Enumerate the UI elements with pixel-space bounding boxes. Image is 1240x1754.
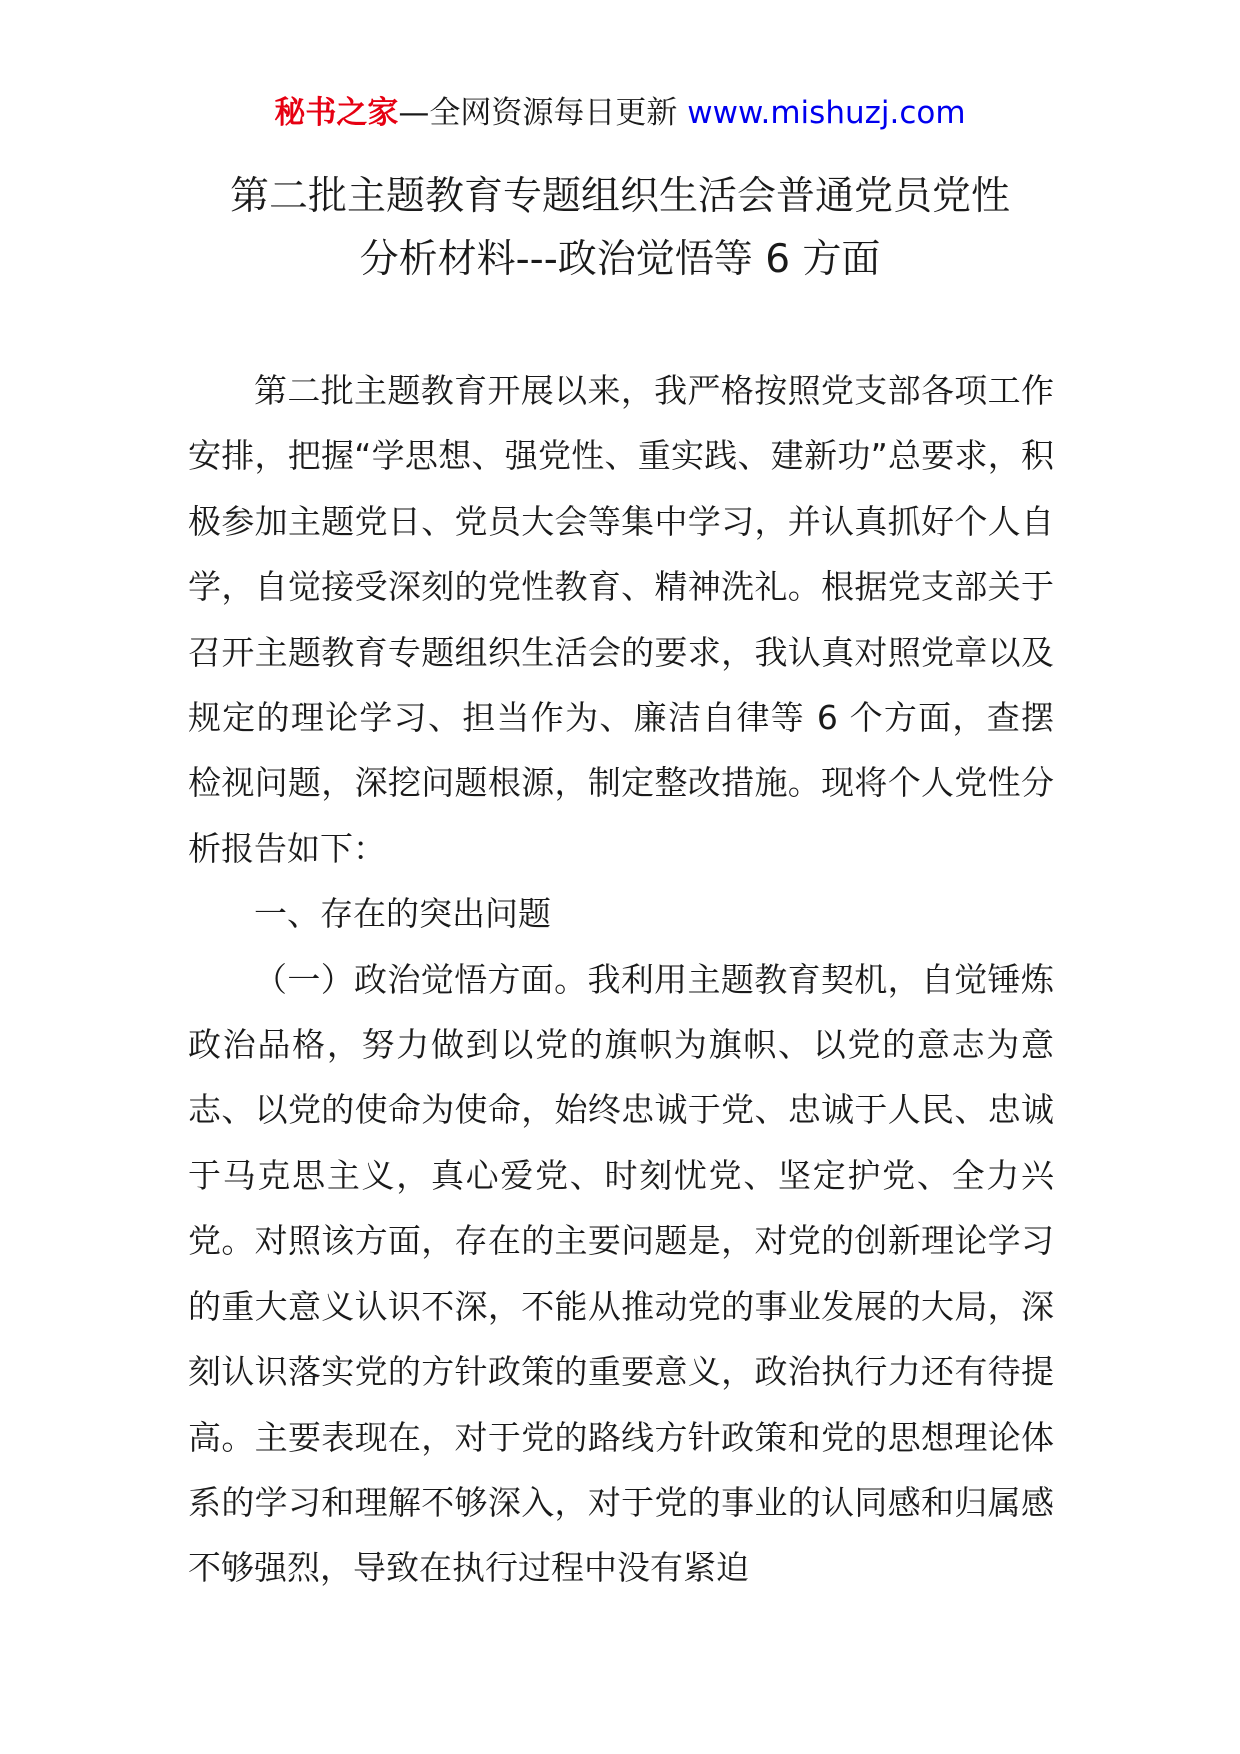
- header-tagline: —全网资源每日更新: [398, 95, 688, 131]
- document-body: [188, 358, 1054, 1601]
- site-url-link[interactable]: www.mishuzj.com: [687, 95, 966, 131]
- site-header: [0, 93, 1240, 133]
- brand-name: 秘书之家: [274, 95, 399, 131]
- intro-paragraph: 第二批主题教育开展以来，我严格按照党支部各项工作安排，把握“学思想、强党性、重实践、建新功”总要求，积极参加主题党日、党员大会等集中学习，并认真抓好个人自学，自觉接受深刻的党性教育、精神洗礼。根据党支部关于召开主题教育专题组织生活会的要求，我认真对照党章以及规定的理论学习、担当作为、廉洁自律等 6 个方面，查摆检视问题，深挖问题根源，制定整改措施。现将个人党性分析报告如下：: [188, 371, 1054, 868]
- document-title: [120, 165, 1120, 291]
- section-heading: 一、存在的突出问题: [254, 894, 551, 934]
- title-line-1: 第二批主题教育专题组织生活会普通党员党性: [229, 174, 1010, 219]
- title-line-2: 分析材料---政治觉悟等 6 方面: [359, 237, 881, 282]
- subsection-paragraph: （一）政治觉悟方面。我利用主题教育契机，自觉锤炼政治品格，努力做到以党的旗帜为旗帜、以党的意志为意志、以党的使命为使命，始终忠诚于党、忠诚于人民、忠诚于马克思主义，真心爱党、时刻忧党、坚定护党、全力兴党。对照该方面，存在的主要问题是，对党的创新理论学习的重大意义认识不深，不能从推动党的事业发展的大局，深刻认识落实党的方针政策的重要意义，政治执行力还有待提高。主要表现在，对于党的路线方针政策和党的思想理论体系的学习和理解不够深入，对于党的事业的认同感和归属感不够强烈，导致在执行过程中没有紧迫: [188, 959, 1054, 1588]
